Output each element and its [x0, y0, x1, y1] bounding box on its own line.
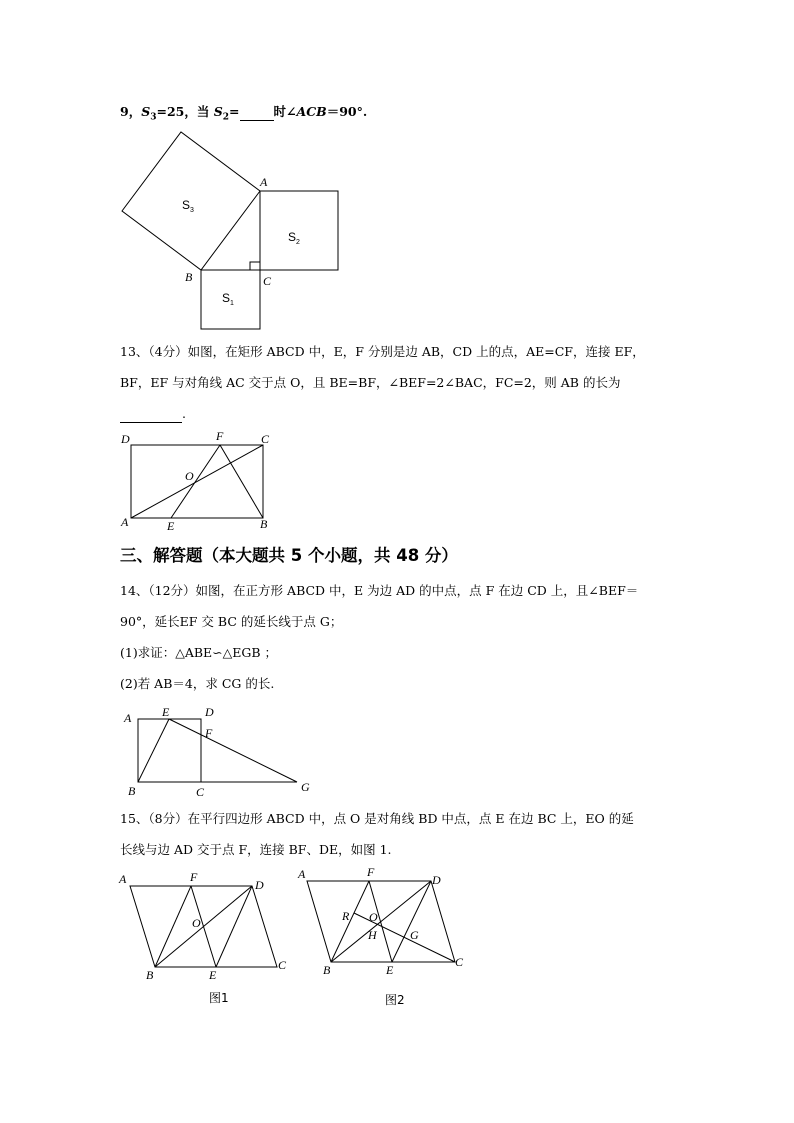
s2-subscript: 2 — [222, 112, 230, 123]
segment-ef — [171, 445, 220, 518]
label-b: B — [260, 517, 268, 531]
q9-number: 9 — [120, 104, 129, 119]
label-a: A — [260, 175, 268, 189]
segment-de — [216, 886, 252, 967]
q9-tail2: ＝90°. — [326, 104, 368, 119]
q14-part-2: (2)若 AB＝4，求 CG 的长. — [120, 676, 275, 691]
label-d: D — [255, 878, 264, 892]
segment-de — [392, 881, 431, 962]
label-b: B — [146, 968, 154, 982]
square-s1 — [201, 270, 260, 329]
s3-symbol: S — [141, 104, 151, 119]
q13-line-1: 13、（4分）如图，在矩形 ABCD 中，E，F 分别是边 AB，CD 上的点，AE=CF，连接 EF， — [120, 344, 645, 359]
label-a: A — [121, 515, 129, 529]
label-s2: $S_2$ — [288, 230, 300, 246]
label-d: D — [205, 705, 214, 719]
label-e: E — [386, 963, 394, 977]
square-abcd — [138, 719, 201, 782]
rect-abcd — [131, 445, 263, 518]
label-o: O — [192, 916, 201, 930]
q13-line-2: BF，EF 与对角线 AC 交于点 O，且 BE=BF，∠BEF=2∠BAC，FC=2，则 AB 的长为 — [120, 375, 621, 390]
label-s3: $S_3$ — [182, 198, 194, 214]
q9-eq2: = — [229, 104, 240, 119]
s2-symbol: S — [213, 104, 223, 119]
label-r: R — [342, 909, 350, 923]
q15-line-2: 长线与边 AD 交于点 F，连接 BF、DE，如图 1. — [120, 842, 392, 857]
label-c: C — [455, 955, 464, 969]
q13-answer-blank[interactable] — [120, 406, 182, 423]
q9-answer-blank[interactable] — [240, 104, 274, 121]
label-a: A — [119, 872, 127, 886]
segment-bf — [220, 445, 263, 518]
q9-text: 9，$S_3=25$，当 $S_2=$ 时∠ACB＝90°. — [120, 104, 368, 123]
label-f: F — [190, 870, 198, 884]
q9-tail1: 时∠ — [273, 104, 297, 119]
label-c: C — [261, 432, 270, 446]
q14-part-1: (1)求证：△ABE∽△EGB ； — [120, 645, 278, 660]
label-c: C — [196, 785, 205, 799]
label-e: E — [209, 968, 217, 982]
section-3-title: 三、解答题（本大题共 5 个小题，共 48 分） — [120, 546, 458, 565]
label-b: B — [128, 784, 136, 798]
segment-rc — [354, 913, 455, 962]
q15-line-1: 15、（8分）在平行四边形 ABCD 中，点 O 是对角线 BD 中点，点 E 在边 BC 上，EO 的延 — [120, 811, 634, 826]
label-e: E — [162, 705, 170, 719]
diagonal-bd — [331, 881, 431, 962]
label-c: C — [263, 274, 272, 288]
label-f: F — [367, 865, 375, 879]
q9-angle-acb: ACB — [296, 104, 327, 119]
q14-line-1: 14、（12分）如图，在正方形 ABCD 中，E 为边 AD 的中点，点 F 在边 CD 上，且∠BEF＝ — [120, 583, 639, 598]
segment-fe — [369, 881, 392, 962]
figure-1-caption: 图1 — [209, 991, 229, 1005]
label-s1: $S_1$ — [222, 291, 234, 307]
segment-eg — [169, 719, 297, 782]
label-d: D — [121, 432, 130, 446]
label-e: E — [167, 519, 175, 533]
q13-period: . — [182, 406, 186, 421]
right-angle-mark — [250, 262, 260, 270]
label-a: A — [298, 867, 306, 881]
segment-bf — [331, 881, 369, 962]
label-o: O — [369, 910, 378, 924]
segment-be — [138, 719, 169, 782]
label-a: A — [124, 711, 132, 725]
figure-2-caption: 图2 — [385, 993, 405, 1007]
q13-line-3 — [120, 406, 186, 423]
label-f: F — [216, 429, 224, 443]
q9-eq1: =25，当 — [156, 104, 210, 119]
diagonal-ac — [131, 445, 263, 518]
parallelogram-abcd — [130, 886, 277, 967]
segment-bf — [155, 886, 191, 967]
square-s2 — [260, 191, 338, 270]
label-b: B — [323, 963, 331, 977]
diagonal-bd — [155, 886, 252, 967]
label-c: C — [278, 958, 287, 972]
s3-subscript: 3 — [150, 112, 157, 123]
q14-line-2: 90°，延长EF 交 BC 的延长线于点 G； — [120, 614, 343, 629]
label-g: G — [410, 928, 419, 942]
label-g: G — [301, 780, 310, 794]
square-s3 — [122, 132, 260, 270]
label-d: D — [432, 873, 441, 887]
label-o: O — [185, 469, 194, 483]
label-f: F — [205, 726, 213, 740]
parallelogram-abcd — [307, 881, 455, 962]
label-h: H — [368, 928, 377, 942]
segment-fe — [191, 886, 216, 967]
label-b: B — [185, 270, 193, 284]
